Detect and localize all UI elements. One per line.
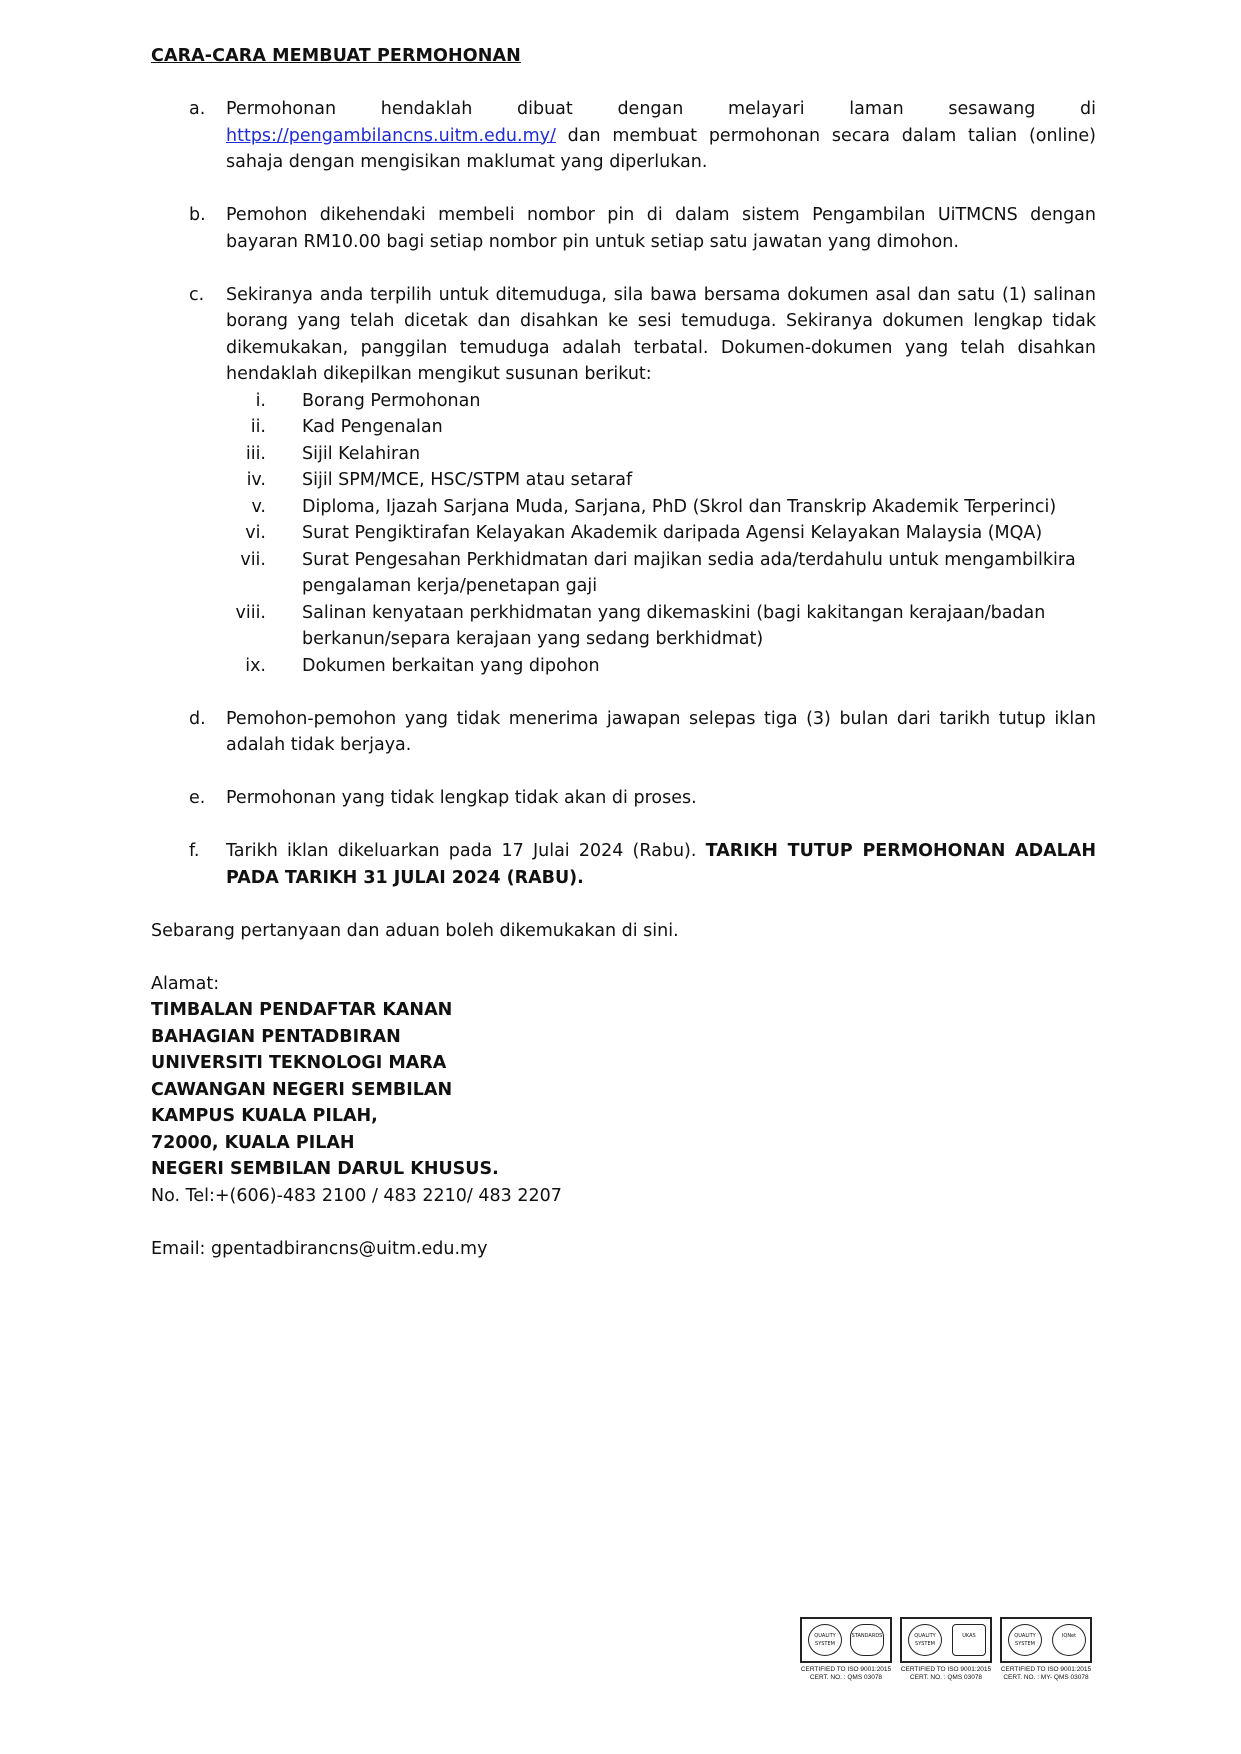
quality-system-seal-icon: QUALITY SYSTEM bbox=[1008, 1624, 1042, 1656]
application-portal-link[interactable]: https://pengambilancns.uitm.edu.my/ bbox=[226, 125, 556, 146]
ad-date-text: Tarikh iklan dikeluarkan pada 17 Julai 2024 (Rabu). bbox=[226, 841, 697, 861]
list-item-c bbox=[151, 282, 1096, 680]
checklist-item: v. Diploma, Ijazah Sarjana Muda, Sarjana, PhD (Skrol dan Transkrip Akademik Terperinci) bbox=[251, 496, 1057, 517]
address-line: CAWANGAN NEGERI SEMBILAN bbox=[151, 1079, 453, 1100]
list-item-b bbox=[151, 202, 1096, 255]
address-label: Alamat: bbox=[151, 973, 220, 994]
checklist-item: ix. Dokumen berkaitan yang dipohon bbox=[245, 655, 600, 676]
email-text: Email: gpentadbirancns@uitm.edu.my bbox=[151, 1238, 488, 1259]
item-label: b. bbox=[189, 205, 206, 225]
address-line: KAMPUS KUALA PILAH, bbox=[151, 1106, 378, 1126]
section-heading: CARA-CARA MEMBUAT PERMOHONAN bbox=[151, 46, 521, 66]
checklist-item: viii. Salinan kenyataan perkhidmatan yang dikemaskini (bagi kakitangan kerajaan/badan berkanun/separa kerajaan yang sedang berkhidmat) bbox=[235, 602, 1046, 649]
iqnet-seal-icon: IQNet bbox=[1052, 1624, 1086, 1656]
certification-caption: CERTIFIED TO ISO 9001:2015 CERT. NO. : MY- QMS 03078 bbox=[1000, 1666, 1092, 1681]
certification-caption: CERTIFIED TO ISO 9001:2015 CERT. NO. : QMS 03078 bbox=[900, 1666, 992, 1681]
list-item-e bbox=[151, 785, 1096, 812]
item-label: f. bbox=[189, 841, 200, 861]
checklist-item: i. Borang Permohonan bbox=[255, 390, 481, 411]
list-item-f bbox=[151, 838, 1096, 891]
phone-text: No. Tel:+(606)-483 2100 / 483 2210/ 483 2207 bbox=[151, 1185, 562, 1206]
address-line: TIMBALAN PENDAFTAR KANAN bbox=[151, 1000, 453, 1020]
quality-certification-badge bbox=[800, 1617, 892, 1663]
item-label: c. bbox=[189, 284, 205, 305]
quality-certification-badge bbox=[1000, 1617, 1092, 1663]
list-item-d bbox=[151, 706, 1096, 759]
address-line: BAHAGIAN PENTADBIRAN bbox=[151, 1026, 401, 1047]
item-label: a. bbox=[189, 99, 206, 119]
quality-system-seal-icon: QUALITY SYSTEM bbox=[908, 1624, 942, 1656]
address-line: UNIVERSITI TEKNOLOGI MARA bbox=[151, 1053, 447, 1073]
address-line: NEGERI SEMBILAN DARUL KHUSUS. bbox=[151, 1159, 499, 1179]
item-text: Pemohon dikehendaki membeli nombor pin di dalam sistem Pengambilan UiTMCNS dengan bayaran RM10.00 bagi setiap nombor pin untuk setiap satu jawatan yang dimohon. bbox=[226, 205, 1096, 252]
item-text: Permohonan hendaklah dibuat dengan melayari laman sesawang di https://pengambilancns.uitm.edu.my/ dan membuat permohonan secara dalam talian (online) sahaja dengan mengisikan maklumat yang diperlukan. bbox=[226, 99, 1096, 172]
closing-date-text: TARIKH TUTUP PERMOHONAN ADALAH PADA TARIKH 31 JULAI 2024 (RABU). bbox=[226, 841, 1096, 888]
item-text: Permohonan yang tidak lengkap tidak akan di proses. bbox=[226, 788, 697, 808]
address-block bbox=[151, 971, 1096, 1183]
document-body bbox=[151, 96, 1096, 1289]
inquiry-text: Sebarang pertanyaan dan aduan boleh dikemukakan di sini. bbox=[151, 920, 679, 941]
checklist-item: ii. Kad Pengenalan bbox=[250, 417, 443, 437]
address-line: 72000, KUALA PILAH bbox=[151, 1132, 355, 1153]
list-item-a bbox=[151, 96, 1096, 176]
checklist-item: vii. Surat Pengesahan Perkhidmatan dari majikan sedia ada/terdahulu untuk mengambilkira pengalaman kerja/penetapan gaji bbox=[240, 549, 1076, 596]
item-label: d. bbox=[189, 708, 206, 729]
certification-caption: CERTIFIED TO ISO 9001:2015 CERT. NO. : QMS 03078 bbox=[800, 1666, 892, 1681]
quality-certification-badge bbox=[900, 1617, 992, 1663]
document-checklist bbox=[226, 388, 1096, 680]
item-text bbox=[226, 838, 1096, 891]
quality-system-seal-icon: QUALITY SYSTEM bbox=[808, 1624, 842, 1656]
checklist-item: vi. Surat Pengiktirafan Kelayakan Akademik daripada Agensi Kelayakan Malaysia (MQA) bbox=[245, 523, 1043, 543]
certification-badges bbox=[800, 1617, 1096, 1697]
checklist-item: iii. Sijil Kelahiran bbox=[245, 443, 421, 464]
ukas-seal-icon: UKAS bbox=[952, 1624, 986, 1656]
checklist-item: iv. Sijil SPM/MCE, HSC/STPM atau setaraf bbox=[246, 470, 633, 490]
item-text: Sekiranya anda terpilih untuk ditemuduga, sila bawa bersama dokumen asal dan satu (1) salinan borang yang telah dicetak dan disahkan ke sesi temuduga. Sekiranya dokumen lengkap tidak dikemukakan, panggilan temuduga adalah terbatal. Dokumen-dokumen yang telah disahkan hendaklah dikepilkan mengikut susunan berikut: bbox=[226, 284, 1096, 384]
standards-seal-icon: STANDARDS bbox=[850, 1624, 884, 1656]
item-label: e. bbox=[189, 788, 206, 808]
item-text: Pemohon-pemohon yang tidak menerima jawapan selepas tiga (3) bulan dari tarikh tutup iklan adalah tidak berjaya. bbox=[226, 708, 1096, 755]
